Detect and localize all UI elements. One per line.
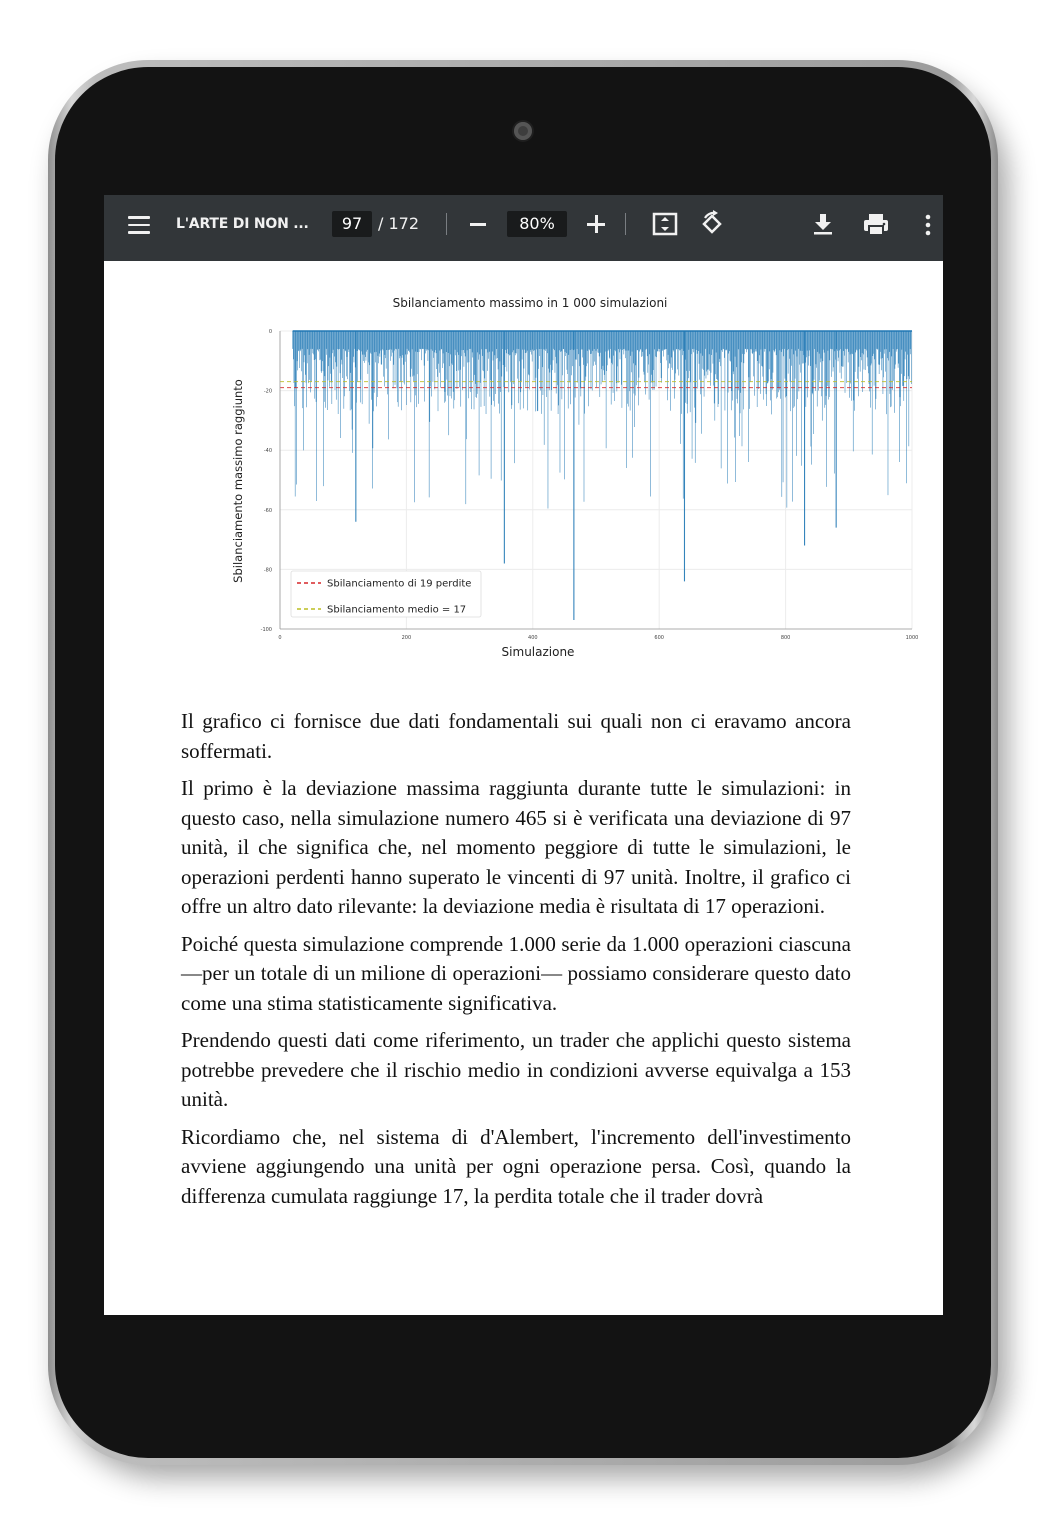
x-tick-label: 400 (528, 635, 538, 641)
document-title: L'ARTE DI NON ... (176, 216, 309, 232)
print-icon[interactable] (863, 213, 889, 237)
chart-legend (291, 571, 481, 617)
drawdown-chart (219, 291, 919, 671)
paragraph: Poiché questa simulazione comprende 1.000 serie da 1.000 operazioni ciascuna —per un totale di un milione di operazioni— possiamo considerare questo dato come una stima statisticamente significativa. (181, 931, 851, 1015)
toolbar-divider (625, 213, 626, 235)
chart-title: Sbilanciamento massimo in 1 000 simulazioni (392, 296, 668, 310)
y-tick-label: -80 (263, 567, 272, 574)
y-tick-label: -100 (260, 627, 272, 633)
rotate-icon[interactable] (699, 210, 725, 238)
pdf-viewer-screen (104, 195, 943, 1315)
page-total: / 172 (378, 214, 420, 233)
x-tick-label: 800 (780, 635, 791, 641)
y-axis-label: Sbilanciamento massimo raggiunto (231, 379, 245, 583)
more-options-icon[interactable] (924, 213, 932, 237)
x-tick-label: 0 (278, 635, 282, 641)
zoom-out-icon[interactable] (470, 223, 486, 226)
pdf-toolbar (104, 195, 943, 261)
paragraph: Il grafico ci fornisce due dati fondamentali sui quali non ci eravamo ancora soffermati. (181, 709, 851, 763)
x-axis-label: Simulazione (501, 645, 575, 659)
zoom-in-icon[interactable] (587, 215, 605, 233)
fit-page-icon[interactable] (652, 212, 678, 236)
y-tick-label: -40 (263, 448, 272, 455)
y-tick-label: -60 (263, 507, 272, 514)
y-tick-label: -20 (263, 388, 272, 395)
y-tick-label: 0 (268, 329, 272, 335)
x-tick-label: 1000 (905, 635, 919, 641)
paragraph: Il primo è la deviazione massima raggiunta durante tutte le simulazioni: in questo caso, nella simulazione numero 465 si è verificata una deviazione di 97 unità, il che significa che, nel momento peggiore di tutte le simulazioni, le operazioni perdenti hanno superato le vincenti di 97 unità. Inoltre, il grafico ci offre un altro dato rilevante: la deviazione media è risultata di 17 operazioni. (181, 776, 851, 918)
paragraph: Prendendo questi dati come riferimento, un trader che applichi questo sistema potrebbe prevedere che il rischio medio in condizioni avverse equivalga a 153 unità. (181, 1028, 851, 1111)
zoom-level-input[interactable]: 80% (507, 211, 567, 237)
legend-label: Sbilanciamento di 19 perdite (327, 578, 472, 590)
download-icon[interactable] (812, 212, 834, 236)
x-tick-label: 200 (401, 635, 412, 641)
menu-icon[interactable] (128, 216, 150, 234)
front-camera (514, 122, 532, 140)
document-body-text (181, 707, 851, 1219)
toolbar-divider (446, 213, 447, 235)
pdf-page (104, 261, 943, 1315)
page-number-input[interactable]: 97 (332, 211, 372, 237)
paragraph: Ricordiamo che, nel sistema di d'Alembert, l'incremento dell'investimento avviene aggiungendo una unità per ogni operazione persa. Così, quando la differenza cumulata raggiunge 17, la perdita totale che il trader dovrà (181, 1124, 851, 1208)
legend-label: Sbilanciamento medio = 17 (327, 604, 467, 616)
x-tick-label: 600 (654, 635, 664, 641)
